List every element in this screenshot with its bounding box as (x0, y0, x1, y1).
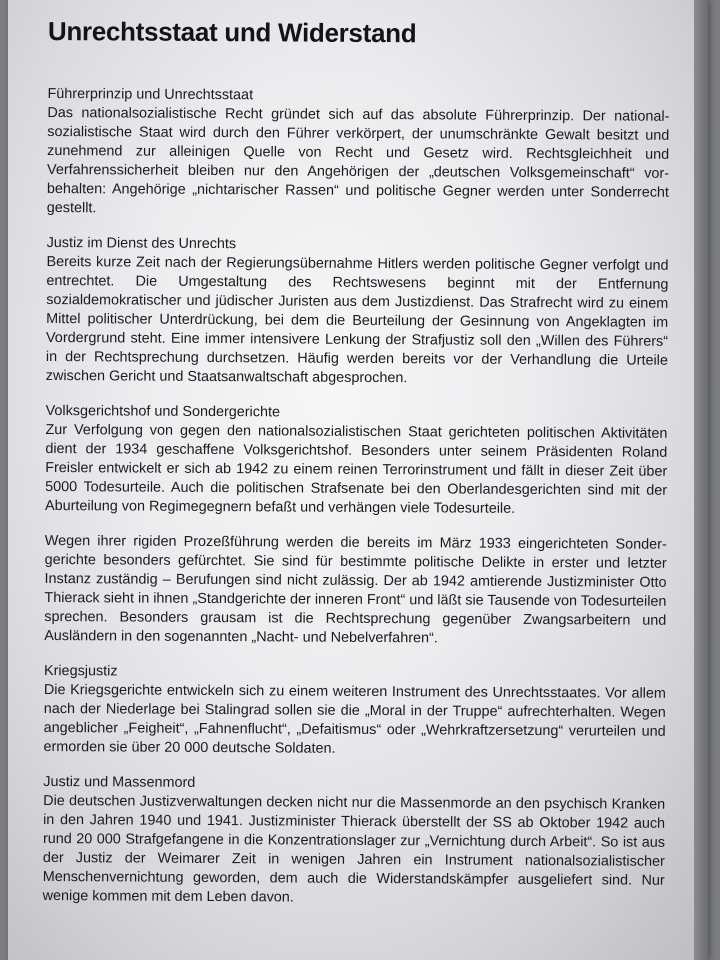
section-body: Zur Verfolgung von gegen den nationalsozialistischen Staat gerichteten politischen Aktivitäten dient der 1934 geschaffene Volksgerichtshof. Besonders unter seinem Präsidenten Roland Freisler entwickelt er sich ab 1942 zu einem reinen Terrorinstrument und fällt in dieser Zeit über 5000 Todesurteile. Auch die politischen Strafsenate bei den Oberlandesgerichten sind mit der Aburteilung von Regimegegnern befaßt und verhängen viele Todesurteile. (44, 421, 668, 517)
section-body: Wegen ihrer rigiden Prozeßführung werden die bereits im März 1933 eingerichteten Sondergerichte besonders gefürchtet. Sie sind für bestimmte politische Delikte in erster und letzter Instanz zuständig – Berufungen sind nicht zulässig. Der ab 1942 amtierende Justizminister Otto Thierack sieht in ihnen „Standgerichte der inneren Front“ und läßt sie Tausende von Todesurteilen sprechen. Besonders grausam ist die Rechtsprechung gegenüber Zwangsarbeitern und Ausländern in den sogenannten „Nacht- und Nebelverfahren“. (44, 532, 667, 647)
section-body: Das nationalsozialistische Recht gründet sich auf das absolute Führerprinzip. Der nationalsozialistische Staat wird durch den Führer verkörpert, der unumschränkte Gewalt besitzt und zunehmend zur alleinigen Quelle von Recht und Gesetz wird. Rechtsgleichheit und Verfahrenssicherheit bleiben nur den Angehörigen der „deutschen Volksgemeinschaft“ vorbehalten: Angehörige „nichtarischer Rassen“ und politische Gegner werden unter Sonderrecht gestellt. (46, 104, 670, 217)
panel-content (42, 16, 670, 926)
section-body: Die deutschen Justizverwaltungen decken nicht nur die Massenmorde an den psychisch Kranken in den Jahren 1940 und 1941. Justizminister Thierack überstellt der SS ab Oktober 1942 auch rund 20 000 Strafgefangene in die Konzentrationslager zur „Vernichtung durch Arbeit“. So ist aus der Justiz der Weimarer Zeit in wenigen Jahren ein Instrument nationalsozialistischer Menschenvernichtung geworden, dem auch die Widerstandskämpfer ausgeliefert sind. Nur wenige kommen mit dem Leben davon. (42, 792, 666, 906)
section-heading: Volksgerichtshof und Sondergerichte (45, 402, 281, 421)
section-body: Bereits kurze Zeit nach der Regierungsübernahme Hitlers werden politische Gegner verfolgt und entrechtet. Die Umgestaltung des Rechtswesens beginnt mit der Entfernung sozialdemokratischer und jüdischer Juristen aus dem Justizdienst. Das Strafrecht wird zu einem Mittel politischer Unterdrückung, bei dem die Beurteilung der Gesinnung von Angeklagten im Vordergrund steht. Eine immer intensivere Lenkung der Strafjustiz soll den „Willen des Führers“ in der Rechtsprechung durchsetzen. Häufig werden bereits vor der Verhandlung die Urteile zwischen Gericht und Staatsanwaltschaft abgesprochen. (45, 253, 669, 387)
section-justiz-im-dienst (46, 234, 669, 390)
section-heading: Führerprinzip und Unrechtsstaat (47, 85, 254, 104)
section-kriegsjustiz (43, 662, 666, 761)
page-title: Unrechtsstaat und Widerstand (47, 16, 417, 49)
section-heading: Justiz im Dienst des Unrechts (46, 234, 237, 253)
section-fuehrerprinzip (47, 85, 670, 222)
section-body: Die Kriegsgerichte entwickeln sich zu einem weiteren Instrument des Unrechtsstaates. Vor allem nach der Niederlage bei Stalingrad sollen sie die „Moral in der Truppe“ aufrechterhalten. Wegen angeblicher „Feigheit“, „Fahnenflucht“, „Defaitismus“ oder „Wehrkraftzersetzung“ verurteilen und ermorden sie über 20 000 deutsche Soldaten. (43, 681, 666, 757)
section-sondergerichte (44, 532, 667, 650)
section-volksgerichtshof (45, 402, 668, 520)
section-heading: Justiz und Massenmord (43, 773, 196, 791)
section-heading: Kriegsjustiz (43, 662, 118, 680)
panel-edge (694, 0, 708, 960)
section-massenmord (43, 773, 666, 910)
exhibition-panel (8, 0, 708, 960)
